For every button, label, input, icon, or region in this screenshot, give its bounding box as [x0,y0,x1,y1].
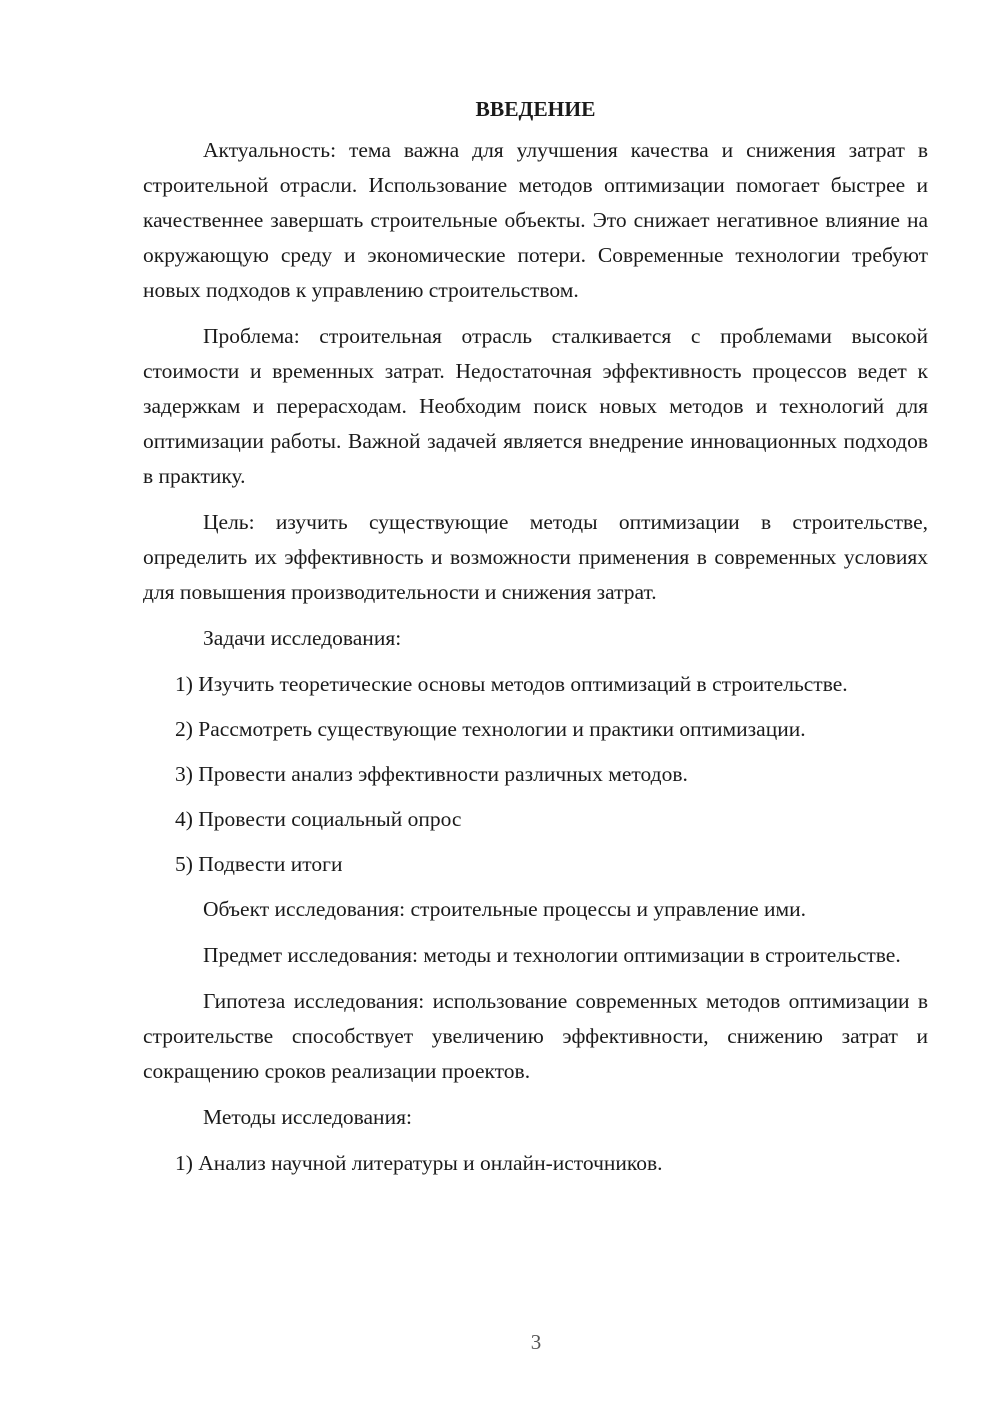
paragraph-goal: Цель: изучить существующие методы оптимизации в строительстве, определить их эффективность и возможности применения в современных условиях для повышения производительности и снижения затрат. [143,510,928,604]
paragraph-hypothesis: Гипотеза исследования: использование современных методов оптимизации в строительстве способствует увеличению эффективности, снижению затрат и сокращению сроков реализации проектов. [143,989,928,1083]
task-item-1: 1) Изучить теоретические основы методов оптимизаций в строительстве. [175,672,848,696]
paragraph-object: Объект исследования: строительные процессы и управление ими. [203,897,806,921]
page-title: ВВЕДЕНИЕ [475,97,596,121]
task-item-5: 5) Подвести итоги [175,852,343,876]
task-item-3: 3) Провести анализ эффективности различных методов. [175,762,688,786]
paragraph-relevance: Актуальность: тема важна для улучшения качества и снижения затрат в строительной отрасли. Использование методов оптимизации помогает быстрее и качественнее завершать строительные объекты. Это снижает негативное влияние на окружающую среду и экономические потери. Современные технологии требуют новых подходов к управлению строительством. [143,138,928,302]
paragraph-problem: Проблема: строительная отрасль сталкивается с проблемами высокой стоимости и временных затрат. Недостаточная эффективность процессов ведет к задержкам и перерасходам. Необходим поиск новых методов и технологий для оптимизации работы. Важной задачей является внедрение инновационных подходов в практику. [143,324,928,488]
document-page [143,92,928,1191]
task-item-4: 4) Провести социальный опрос [175,807,462,831]
methods-heading: Методы исследования: [203,1105,412,1129]
method-item-1: 1) Анализ научной литературы и онлайн-источников. [175,1151,663,1175]
paragraph-subject: Предмет исследования: методы и технологии оптимизации в строительстве. [203,943,901,967]
tasks-heading: Задачи исследования: [203,626,402,650]
task-item-2: 2) Рассмотреть существующие технологии и практики оптимизации. [175,717,806,741]
page-number: 3 [530,1330,542,1354]
